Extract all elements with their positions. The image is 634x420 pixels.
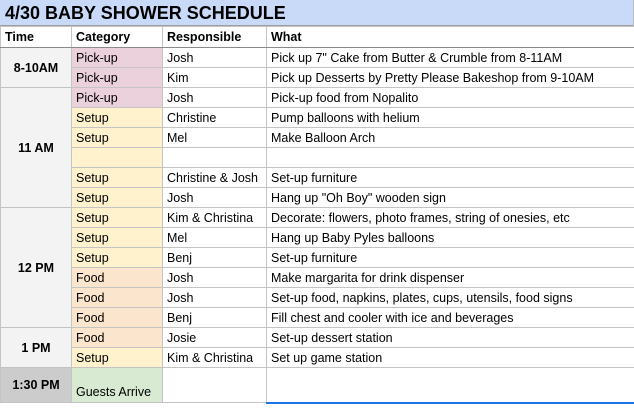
what-cell[interactable] — [267, 148, 634, 168]
category-cell[interactable]: Pick-up — [72, 68, 163, 88]
sheet-title[interactable]: 4/30 BABY SHOWER SCHEDULE — [0, 0, 634, 26]
table-row — [1, 88, 634, 108]
header-row — [1, 27, 634, 48]
table-row — [1, 168, 634, 188]
table-row — [1, 308, 634, 328]
category-cell[interactable] — [72, 148, 163, 168]
table-row — [1, 188, 634, 208]
responsible-cell[interactable]: Christine & Josh — [163, 168, 267, 188]
responsible-cell[interactable] — [163, 368, 267, 403]
category-cell[interactable]: Food — [72, 308, 163, 328]
what-cell[interactable]: Set-up food, napkins, plates, cups, utensils, food signs — [267, 288, 634, 308]
table-row — [1, 208, 634, 228]
responsible-cell[interactable]: Kim — [163, 68, 267, 88]
table-row — [1, 148, 634, 168]
table-row — [1, 128, 634, 148]
what-cell[interactable]: Set-up furniture — [267, 168, 634, 188]
what-cell[interactable]: Hang up "Oh Boy" wooden sign — [267, 188, 634, 208]
what-cell[interactable]: Make Balloon Arch — [267, 128, 634, 148]
what-cell[interactable]: Pump balloons with helium — [267, 108, 634, 128]
responsible-cell[interactable]: Kim & Christina — [163, 348, 267, 368]
what-cell[interactable] — [267, 368, 634, 403]
table-row — [1, 228, 634, 248]
what-cell[interactable]: Pick-up food from Nopalito — [267, 88, 634, 108]
category-cell[interactable]: Setup — [72, 228, 163, 248]
responsible-cell[interactable]: Josh — [163, 48, 267, 68]
what-cell[interactable]: Set-up furniture — [267, 248, 634, 268]
table-row — [1, 348, 634, 368]
what-cell[interactable]: Make margarita for drink dispenser — [267, 268, 634, 288]
table-row — [1, 108, 634, 128]
responsible-cell[interactable]: Christine — [163, 108, 267, 128]
category-cell[interactable]: Pick-up — [72, 88, 163, 108]
what-cell[interactable]: Decorate: flowers, photo frames, string of onesies, etc — [267, 208, 634, 228]
time-cell[interactable]: 1:30 PM — [1, 368, 72, 403]
time-cell[interactable]: 11 AM — [1, 88, 72, 208]
table-row — [1, 288, 634, 308]
category-cell[interactable]: Setup — [72, 128, 163, 148]
header-responsible[interactable]: Responsible — [163, 27, 267, 48]
table-row — [1, 248, 634, 268]
category-cell[interactable]: Pick-up — [72, 48, 163, 68]
schedule-table — [0, 26, 634, 404]
responsible-cell[interactable]: Mel — [163, 228, 267, 248]
header-time[interactable]: Time — [1, 27, 72, 48]
header-category[interactable]: Category — [72, 27, 163, 48]
category-cell[interactable]: Setup — [72, 168, 163, 188]
category-cell[interactable]: Setup — [72, 208, 163, 228]
responsible-cell[interactable]: Benj — [163, 308, 267, 328]
responsible-cell[interactable]: Josie — [163, 328, 267, 348]
header-what[interactable]: What — [267, 27, 634, 48]
responsible-cell[interactable]: Kim & Christina — [163, 208, 267, 228]
table-row — [1, 68, 634, 88]
category-cell[interactable]: Food — [72, 268, 163, 288]
responsible-cell[interactable]: Josh — [163, 188, 267, 208]
table-row — [1, 328, 634, 348]
what-cell[interactable]: Pick up 7" Cake from Butter & Crumble from 8-11AM — [267, 48, 634, 68]
what-cell[interactable]: Set-up dessert station — [267, 328, 634, 348]
category-cell[interactable]: Food — [72, 288, 163, 308]
responsible-cell[interactable]: Mel — [163, 128, 267, 148]
what-cell[interactable]: Hang up Baby Pyles balloons — [267, 228, 634, 248]
responsible-cell[interactable] — [163, 148, 267, 168]
time-cell[interactable]: 12 PM — [1, 208, 72, 328]
category-cell[interactable]: Setup — [72, 188, 163, 208]
responsible-cell[interactable]: Benj — [163, 248, 267, 268]
category-cell[interactable]: Setup — [72, 248, 163, 268]
responsible-cell[interactable]: Josh — [163, 268, 267, 288]
table-row — [1, 368, 634, 403]
time-cell[interactable]: 1 PM — [1, 328, 72, 368]
what-cell[interactable]: Set up game station — [267, 348, 634, 368]
what-cell[interactable]: Pick up Desserts by Pretty Please Bakeshop from 9-10AM — [267, 68, 634, 88]
category-cell[interactable]: Guests Arrive — [72, 368, 163, 403]
responsible-cell[interactable]: Josh — [163, 288, 267, 308]
table-row — [1, 48, 634, 68]
category-cell[interactable]: Setup — [72, 348, 163, 368]
time-cell[interactable]: 8-10AM — [1, 48, 72, 88]
responsible-cell[interactable]: Josh — [163, 88, 267, 108]
category-cell[interactable]: Food — [72, 328, 163, 348]
what-cell[interactable]: Fill chest and cooler with ice and beverages — [267, 308, 634, 328]
table-row — [1, 268, 634, 288]
category-cell[interactable]: Setup — [72, 108, 163, 128]
